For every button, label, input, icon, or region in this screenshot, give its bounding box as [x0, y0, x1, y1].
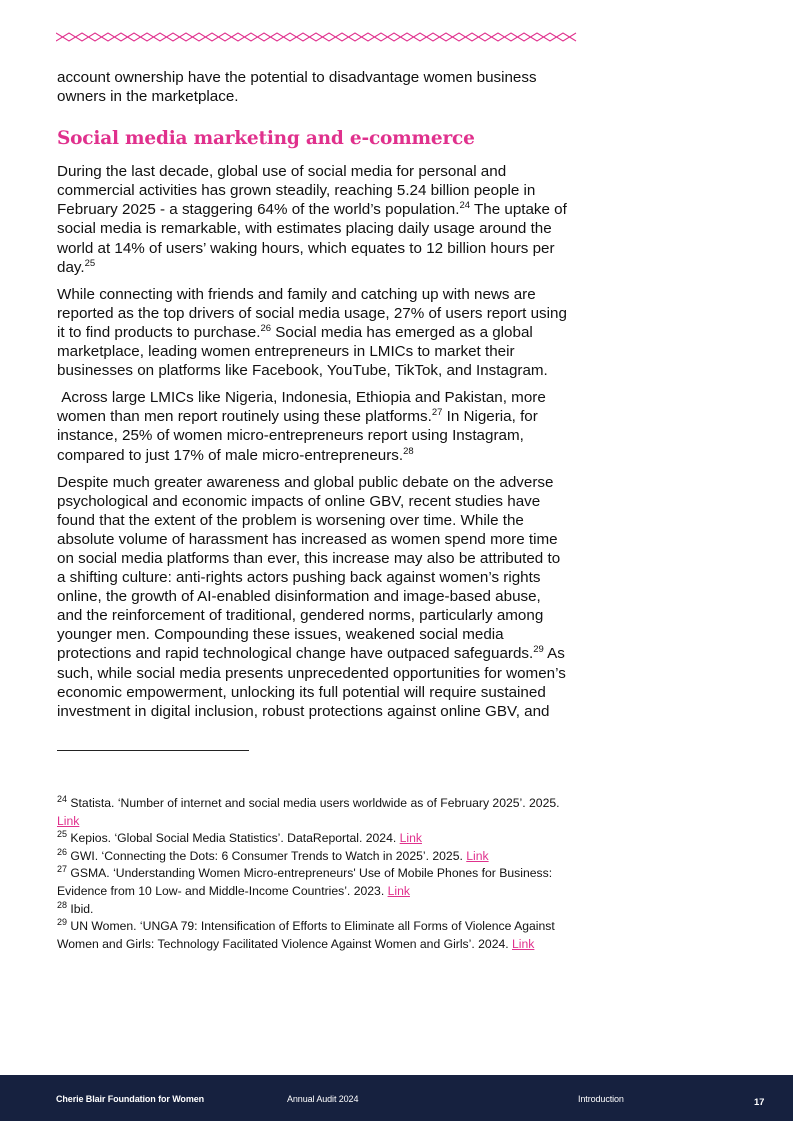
footer-report-title: Annual Audit 2024 — [287, 1094, 359, 1104]
body-paragraph-1: During the last decade, global use of social media for personal and commercial activities has grown steadily, reaching 5.24 billion people in February 2025 - a staggering 64% of the world’s population.$^{24}$ The uptake of social media is remarkable, with estimates placing daily usage around the world at 14% of users’ waking hours, which equates to 12 billion hours per day.$^{25}$ — [57, 163, 567, 276]
footnote-24-link[interactable]: Link — [57, 813, 80, 828]
footnote-ref-28[interactable]: 28 — [403, 445, 414, 457]
footnote-ref-27[interactable]: 27 — [431, 407, 443, 419]
footnote-ref-29[interactable]: 29 — [533, 644, 544, 656]
section-heading: Social media marketing and e-commerce — [57, 128, 475, 150]
intro-paragraph: account ownership have the potential to disadvantage women business owners in the marketplace. — [57, 69, 537, 106]
footer-org-name: Cherie Blair Foundation for Women — [56, 1094, 205, 1104]
decorative-zigzag-border — [56, 30, 588, 44]
footnote-29-link[interactable]: Link — [512, 936, 535, 951]
body-paragraph-3: Across large LMICs like Nigeria, Indonesia, Ethiopia and Pakistan, more women than men report routinely using these platforms.$^{27}$ In Nigeria, for instance, 25% of women micro-entrepreneurs report using Instagram, compared to just 17% of male micro-entrepreneurs.$^{28}$ — [57, 389, 551, 464]
footnote-ref-24[interactable]: 24 — [459, 200, 471, 212]
footnote-ref-25[interactable]: 25 — [84, 257, 96, 269]
footnote-25: $^{25}$ Kepios. ‘Global Social Media Statistics’. DataReportal. 2024. Link — [57, 829, 422, 846]
footnote-24: $^{24}$ Statista. ‘Number of internet and social media users worldwide as of February 2025’. 2025. Link — [57, 793, 560, 828]
footer-page-number: 17 — [754, 1097, 765, 1108]
body-paragraph-4: Despite much greater awareness and global public debate on the adverse psychological and economic impacts of online GBV, recent studies have found that the extent of the problem is worsening over time. While the absolute volume of harassment has increased as women spend more time on social media platforms than ever, this increase may also be attributed to a shifting culture: anti-rights actors pushing back against women’s rights online, the growth of AI-enabled disinformation and image-based abuse, and the reinforcement of traditional, gendered norms, particularly among younger men. Compounding these issues, weakened social media protections and rapid technological change have outpaced safeguards.$^{29}$ As such, while social media presents unprecedented opportunities for women’s economic empowerment, unlocking its full potential will require sustained investment in digital inclusion, robust protections against online GBV, and — [57, 473, 566, 720]
footnote-29: $^{29}$ UN Women. ‘UNGA 79: Intensification of Efforts to Eliminate all Forms of Violence Against Women and Girls: Technology Facilitated Violence Against Women and Girls’. 2024. Link — [57, 917, 555, 951]
main-text-column — [57, 68, 569, 729]
footer-section-name: Introduction — [578, 1094, 624, 1104]
footnote-28: $^{28}$ Ibid. — [57, 899, 94, 916]
page-footer — [0, 1075, 793, 1121]
footnote-25-link[interactable]: Link — [399, 831, 422, 846]
footnote-26: $^{26}$ GWI. ‘Connecting the Dots: 6 Consumer Trends to Watch in 2025’. 2025. Link — [57, 846, 489, 863]
footnote-26-link[interactable]: Link — [466, 848, 489, 863]
body-paragraph-2: While connecting with friends and family and catching up with news are reported as the top drivers of social media usage, 27% of users report using it to find products to purchase.$^{26}$ Social media has emerged as a global marketplace, leading women entrepreneurs in LMICs to market their businesses on platforms like Facebook, YouTube, TikTok, and Instagram. — [57, 285, 567, 380]
footnote-27: $^{27}$ GSMA. ‘Understanding Women Micro-entrepreneurs' Use of Mobile Phones for Business: Evidence from 10 Low- and Middle-Income Countries’. 2023. Link — [57, 864, 553, 898]
footnote-27-link[interactable]: Link — [387, 883, 410, 898]
footnotes-list — [57, 795, 572, 953]
footnote-ref-26[interactable]: 26 — [260, 322, 272, 334]
footnote-divider — [57, 750, 249, 751]
